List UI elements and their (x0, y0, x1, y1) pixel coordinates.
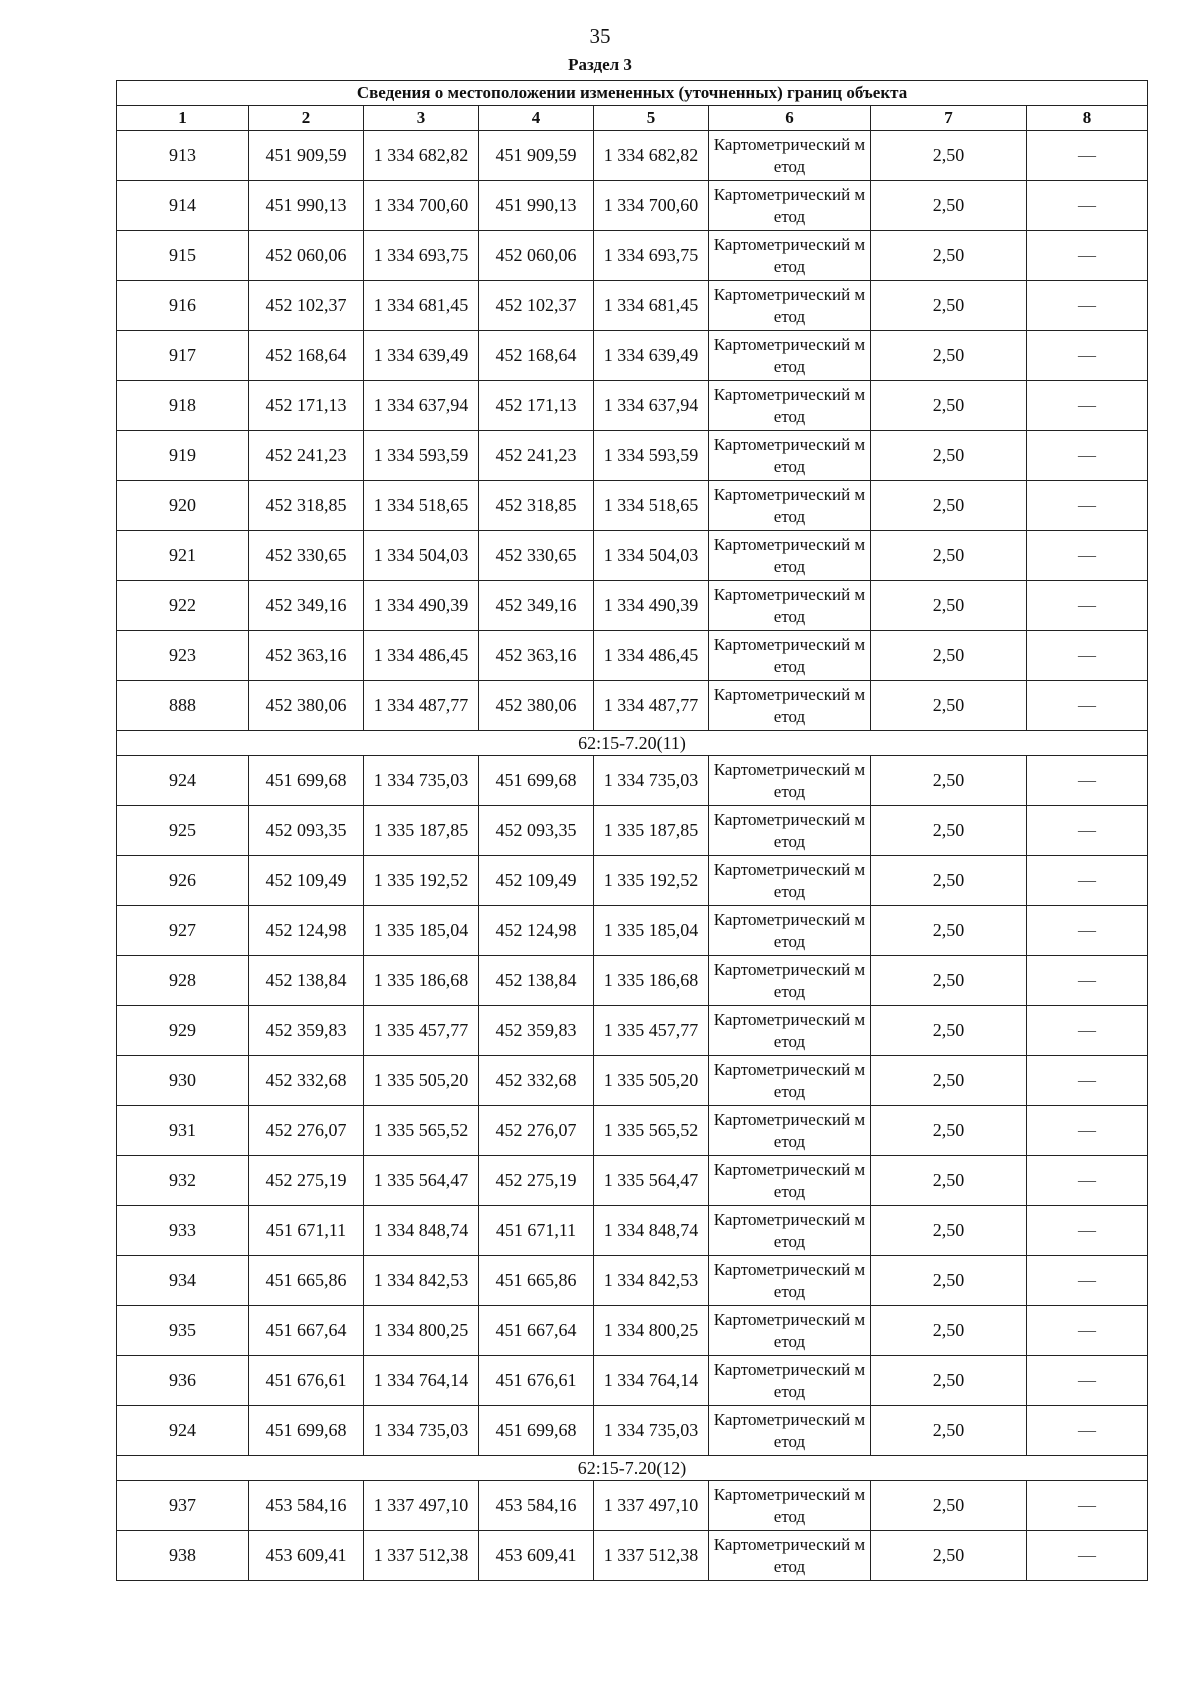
x-new-cell: 452 109,49 (479, 856, 594, 906)
y-new-cell: 1 334 637,94 (594, 381, 709, 431)
y-old-cell: 1 334 639,49 (364, 331, 479, 381)
y-new-cell: 1 334 693,75 (594, 231, 709, 281)
y-old-cell: 1 335 192,52 (364, 856, 479, 906)
x-new-cell: 452 363,16 (479, 631, 594, 681)
method-cell: Картометрический метод (709, 531, 871, 581)
y-old-cell: 1 334 487,77 (364, 681, 479, 731)
table-row (117, 681, 1148, 731)
x-new-cell: 451 699,68 (479, 1406, 594, 1456)
y-old-cell: 1 337 497,10 (364, 1481, 479, 1531)
method-cell: Картометрический метод (709, 1531, 871, 1581)
accuracy-cell: 2,50 (871, 1306, 1027, 1356)
method-cell: Картометрический метод (709, 1206, 871, 1256)
method-cell: Картометрический метод (709, 281, 871, 331)
note-cell: — (1027, 581, 1148, 631)
method-cell: Картометрический метод (709, 1406, 871, 1456)
x-old-cell: 452 359,83 (249, 1006, 364, 1056)
y-new-cell: 1 337 512,38 (594, 1531, 709, 1581)
point-number-cell: 916 (117, 281, 249, 331)
note-cell: — (1027, 1531, 1148, 1581)
accuracy-cell: 2,50 (871, 531, 1027, 581)
method-cell: Картометрический метод (709, 1156, 871, 1206)
x-new-cell: 452 275,19 (479, 1156, 594, 1206)
y-old-cell: 1 335 565,52 (364, 1106, 479, 1156)
point-number-cell: 922 (117, 581, 249, 631)
accuracy-cell: 2,50 (871, 1056, 1027, 1106)
y-new-cell: 1 335 564,47 (594, 1156, 709, 1206)
accuracy-cell: 2,50 (871, 581, 1027, 631)
y-new-cell: 1 334 700,60 (594, 181, 709, 231)
table-row (117, 1406, 1148, 1456)
accuracy-cell: 2,50 (871, 631, 1027, 681)
note-cell: — (1027, 181, 1148, 231)
y-new-cell: 1 334 735,03 (594, 1406, 709, 1456)
method-cell: Картометрический метод (709, 381, 871, 431)
y-old-cell: 1 334 693,75 (364, 231, 479, 281)
y-old-cell: 1 334 735,03 (364, 756, 479, 806)
note-cell: — (1027, 1306, 1148, 1356)
y-new-cell: 1 334 764,14 (594, 1356, 709, 1406)
note-cell: — (1027, 956, 1148, 1006)
note-cell: — (1027, 1406, 1148, 1456)
column-header: 1 (117, 106, 249, 131)
x-new-cell: 452 138,84 (479, 956, 594, 1006)
accuracy-cell: 2,50 (871, 681, 1027, 731)
method-cell: Картометрический метод (709, 1256, 871, 1306)
method-cell: Картометрический метод (709, 631, 871, 681)
y-old-cell: 1 334 593,59 (364, 431, 479, 481)
y-new-cell: 1 334 848,74 (594, 1206, 709, 1256)
accuracy-cell: 2,50 (871, 431, 1027, 481)
x-old-cell: 452 093,35 (249, 806, 364, 856)
group-label: 62:15-7.20(12) (117, 1456, 1148, 1481)
method-cell: Картометрический метод (709, 1306, 871, 1356)
y-new-cell: 1 334 800,25 (594, 1306, 709, 1356)
y-new-cell: 1 335 565,52 (594, 1106, 709, 1156)
accuracy-cell: 2,50 (871, 1406, 1027, 1456)
method-cell: Картометрический метод (709, 756, 871, 806)
y-old-cell: 1 334 682,82 (364, 131, 479, 181)
y-old-cell: 1 334 486,45 (364, 631, 479, 681)
point-number-cell: 919 (117, 431, 249, 481)
point-number-cell: 928 (117, 956, 249, 1006)
y-new-cell: 1 334 639,49 (594, 331, 709, 381)
x-old-cell: 452 138,84 (249, 956, 364, 1006)
y-new-cell: 1 334 486,45 (594, 631, 709, 681)
point-number-cell: 921 (117, 531, 249, 581)
x-new-cell: 452 380,06 (479, 681, 594, 731)
x-new-cell: 452 332,68 (479, 1056, 594, 1106)
y-old-cell: 1 335 186,68 (364, 956, 479, 1006)
x-new-cell: 451 699,68 (479, 756, 594, 806)
x-new-cell: 451 671,11 (479, 1206, 594, 1256)
note-cell: — (1027, 1256, 1148, 1306)
boundary-coordinates-table (116, 80, 1148, 1581)
method-cell: Картометрический метод (709, 231, 871, 281)
table-caption: Сведения о местоположении измененных (уточненных) границ объекта (117, 81, 1148, 106)
note-cell: — (1027, 1356, 1148, 1406)
point-number-cell: 920 (117, 481, 249, 531)
point-number-cell: 926 (117, 856, 249, 906)
method-cell: Картометрический метод (709, 1106, 871, 1156)
column-number-row (117, 106, 1148, 131)
x-new-cell: 451 676,61 (479, 1356, 594, 1406)
y-new-cell: 1 335 187,85 (594, 806, 709, 856)
y-new-cell: 1 334 490,39 (594, 581, 709, 631)
method-cell: Картометрический метод (709, 1481, 871, 1531)
table-row (117, 631, 1148, 681)
accuracy-cell: 2,50 (871, 381, 1027, 431)
y-old-cell: 1 334 735,03 (364, 1406, 479, 1456)
table-row (117, 1531, 1148, 1581)
table-row (117, 131, 1148, 181)
y-new-cell: 1 334 682,82 (594, 131, 709, 181)
x-old-cell: 452 275,19 (249, 1156, 364, 1206)
note-cell: — (1027, 531, 1148, 581)
note-cell: — (1027, 381, 1148, 431)
y-new-cell: 1 334 681,45 (594, 281, 709, 331)
x-old-cell: 452 124,98 (249, 906, 364, 956)
point-number-cell: 924 (117, 756, 249, 806)
accuracy-cell: 2,50 (871, 1156, 1027, 1206)
method-cell: Картометрический метод (709, 431, 871, 481)
x-new-cell: 453 584,16 (479, 1481, 594, 1531)
point-number-cell: 923 (117, 631, 249, 681)
table-row (117, 856, 1148, 906)
point-number-cell: 931 (117, 1106, 249, 1156)
method-cell: Картометрический метод (709, 1356, 871, 1406)
accuracy-cell: 2,50 (871, 1356, 1027, 1406)
y-new-cell: 1 334 735,03 (594, 756, 709, 806)
note-cell: — (1027, 231, 1148, 281)
x-new-cell: 452 241,23 (479, 431, 594, 481)
column-header: 3 (364, 106, 479, 131)
x-old-cell: 452 318,85 (249, 481, 364, 531)
y-new-cell: 1 334 842,53 (594, 1256, 709, 1306)
table-row (117, 581, 1148, 631)
point-number-cell: 936 (117, 1356, 249, 1406)
accuracy-cell: 2,50 (871, 1006, 1027, 1056)
method-cell: Картометрический метод (709, 681, 871, 731)
point-number-cell: 918 (117, 381, 249, 431)
table-row (117, 1306, 1148, 1356)
y-old-cell: 1 337 512,38 (364, 1531, 479, 1581)
x-old-cell: 452 349,16 (249, 581, 364, 631)
x-new-cell: 452 124,98 (479, 906, 594, 956)
x-new-cell: 451 990,13 (479, 181, 594, 231)
x-new-cell: 452 330,65 (479, 531, 594, 581)
note-cell: — (1027, 131, 1148, 181)
accuracy-cell: 2,50 (871, 1106, 1027, 1156)
x-old-cell: 453 584,16 (249, 1481, 364, 1531)
note-cell: — (1027, 1481, 1148, 1531)
x-old-cell: 451 671,11 (249, 1206, 364, 1256)
x-old-cell: 452 168,64 (249, 331, 364, 381)
point-number-cell: 930 (117, 1056, 249, 1106)
x-old-cell: 451 699,68 (249, 1406, 364, 1456)
table-row (117, 381, 1148, 431)
y-new-cell: 1 334 518,65 (594, 481, 709, 531)
accuracy-cell: 2,50 (871, 1481, 1027, 1531)
table-row (117, 331, 1148, 381)
point-number-cell: 914 (117, 181, 249, 231)
group-label: 62:15-7.20(11) (117, 731, 1148, 756)
y-new-cell: 1 334 593,59 (594, 431, 709, 481)
table-row (117, 956, 1148, 1006)
y-old-cell: 1 334 490,39 (364, 581, 479, 631)
x-new-cell: 452 349,16 (479, 581, 594, 631)
y-new-cell: 1 334 487,77 (594, 681, 709, 731)
x-old-cell: 452 060,06 (249, 231, 364, 281)
y-old-cell: 1 334 848,74 (364, 1206, 479, 1256)
y-new-cell: 1 335 457,77 (594, 1006, 709, 1056)
x-old-cell: 451 699,68 (249, 756, 364, 806)
column-header: 8 (1027, 106, 1148, 131)
y-new-cell: 1 335 505,20 (594, 1056, 709, 1106)
note-cell: — (1027, 806, 1148, 856)
y-new-cell: 1 335 192,52 (594, 856, 709, 906)
table-row (117, 1056, 1148, 1106)
method-cell: Картометрический метод (709, 581, 871, 631)
point-number-cell: 917 (117, 331, 249, 381)
x-old-cell: 452 171,13 (249, 381, 364, 431)
column-header: 2 (249, 106, 364, 131)
page-number: 35 (589, 24, 611, 48)
accuracy-cell: 2,50 (871, 131, 1027, 181)
y-old-cell: 1 334 800,25 (364, 1306, 479, 1356)
accuracy-cell: 2,50 (871, 906, 1027, 956)
note-cell: — (1027, 1206, 1148, 1256)
column-header: 5 (594, 106, 709, 131)
point-number-cell: 888 (117, 681, 249, 731)
x-old-cell: 452 330,65 (249, 531, 364, 581)
x-old-cell: 452 241,23 (249, 431, 364, 481)
y-old-cell: 1 334 504,03 (364, 531, 479, 581)
point-number-cell: 934 (117, 1256, 249, 1306)
note-cell: — (1027, 856, 1148, 906)
y-new-cell: 1 335 185,04 (594, 906, 709, 956)
section-title: Раздел 3 (568, 55, 632, 74)
x-old-cell: 451 909,59 (249, 131, 364, 181)
method-cell: Картометрический метод (709, 1006, 871, 1056)
point-number-cell: 913 (117, 131, 249, 181)
accuracy-cell: 2,50 (871, 856, 1027, 906)
x-new-cell: 451 909,59 (479, 131, 594, 181)
point-number-cell: 927 (117, 906, 249, 956)
accuracy-cell: 2,50 (871, 281, 1027, 331)
x-old-cell: 452 109,49 (249, 856, 364, 906)
table-row (117, 756, 1148, 806)
point-number-cell: 938 (117, 1531, 249, 1581)
accuracy-cell: 2,50 (871, 1256, 1027, 1306)
table-row (117, 281, 1148, 331)
y-old-cell: 1 334 518,65 (364, 481, 479, 531)
point-number-cell: 933 (117, 1206, 249, 1256)
group-header-row (117, 731, 1148, 756)
x-new-cell: 452 359,83 (479, 1006, 594, 1056)
table-row (117, 231, 1148, 281)
group-header-row (117, 1456, 1148, 1481)
method-cell: Картометрический метод (709, 956, 871, 1006)
table-row (117, 1356, 1148, 1406)
y-old-cell: 1 335 564,47 (364, 1156, 479, 1206)
point-number-cell: 915 (117, 231, 249, 281)
table-row (117, 181, 1148, 231)
y-old-cell: 1 334 842,53 (364, 1256, 479, 1306)
note-cell: — (1027, 431, 1148, 481)
column-header: 6 (709, 106, 871, 131)
accuracy-cell: 2,50 (871, 1531, 1027, 1581)
x-new-cell: 451 665,86 (479, 1256, 594, 1306)
point-number-cell: 925 (117, 806, 249, 856)
accuracy-cell: 2,50 (871, 956, 1027, 1006)
y-new-cell: 1 334 504,03 (594, 531, 709, 581)
y-old-cell: 1 334 700,60 (364, 181, 479, 231)
point-number-cell: 935 (117, 1306, 249, 1356)
note-cell: — (1027, 1106, 1148, 1156)
y-old-cell: 1 334 637,94 (364, 381, 479, 431)
x-new-cell: 452 060,06 (479, 231, 594, 281)
x-new-cell: 453 609,41 (479, 1531, 594, 1581)
x-new-cell: 452 171,13 (479, 381, 594, 431)
method-cell: Картометрический метод (709, 906, 871, 956)
table-body (117, 131, 1148, 1581)
note-cell: — (1027, 906, 1148, 956)
accuracy-cell: 2,50 (871, 331, 1027, 381)
y-old-cell: 1 335 505,20 (364, 1056, 479, 1106)
x-new-cell: 452 318,85 (479, 481, 594, 531)
y-old-cell: 1 335 187,85 (364, 806, 479, 856)
x-old-cell: 451 665,86 (249, 1256, 364, 1306)
point-number-cell: 929 (117, 1006, 249, 1056)
method-cell: Картометрический метод (709, 1056, 871, 1106)
x-old-cell: 452 102,37 (249, 281, 364, 331)
x-old-cell: 451 990,13 (249, 181, 364, 231)
x-old-cell: 452 332,68 (249, 1056, 364, 1106)
accuracy-cell: 2,50 (871, 1206, 1027, 1256)
y-new-cell: 1 337 497,10 (594, 1481, 709, 1531)
method-cell: Картометрический метод (709, 481, 871, 531)
table-row (117, 1006, 1148, 1056)
table-row (117, 1206, 1148, 1256)
note-cell: — (1027, 1156, 1148, 1206)
y-old-cell: 1 334 764,14 (364, 1356, 479, 1406)
method-cell: Картометрический метод (709, 331, 871, 381)
x-old-cell: 452 380,06 (249, 681, 364, 731)
method-cell: Картометрический метод (709, 181, 871, 231)
method-cell: Картометрический метод (709, 856, 871, 906)
note-cell: — (1027, 1006, 1148, 1056)
table-row (117, 1256, 1148, 1306)
note-cell: — (1027, 481, 1148, 531)
method-cell: Картометрический метод (709, 131, 871, 181)
x-new-cell: 452 276,07 (479, 1106, 594, 1156)
column-header: 7 (871, 106, 1027, 131)
table-row (117, 906, 1148, 956)
table-row (117, 481, 1148, 531)
note-cell: — (1027, 756, 1148, 806)
point-number-cell: 932 (117, 1156, 249, 1206)
point-number-cell: 924 (117, 1406, 249, 1456)
x-new-cell: 452 102,37 (479, 281, 594, 331)
accuracy-cell: 2,50 (871, 756, 1027, 806)
accuracy-cell: 2,50 (871, 181, 1027, 231)
x-old-cell: 453 609,41 (249, 1531, 364, 1581)
method-cell: Картометрический метод (709, 806, 871, 856)
x-new-cell: 451 667,64 (479, 1306, 594, 1356)
x-old-cell: 451 667,64 (249, 1306, 364, 1356)
accuracy-cell: 2,50 (871, 231, 1027, 281)
table-row (117, 806, 1148, 856)
table-row (117, 531, 1148, 581)
note-cell: — (1027, 681, 1148, 731)
point-number-cell: 937 (117, 1481, 249, 1531)
column-header: 4 (479, 106, 594, 131)
x-old-cell: 452 363,16 (249, 631, 364, 681)
table-row (117, 1106, 1148, 1156)
table-row (117, 1481, 1148, 1531)
note-cell: — (1027, 1056, 1148, 1106)
note-cell: — (1027, 281, 1148, 331)
x-new-cell: 452 093,35 (479, 806, 594, 856)
y-old-cell: 1 335 457,77 (364, 1006, 479, 1056)
y-old-cell: 1 334 681,45 (364, 281, 479, 331)
x-old-cell: 452 276,07 (249, 1106, 364, 1156)
table-row (117, 431, 1148, 481)
y-old-cell: 1 335 185,04 (364, 906, 479, 956)
table-row (117, 1156, 1148, 1206)
y-new-cell: 1 335 186,68 (594, 956, 709, 1006)
x-old-cell: 451 676,61 (249, 1356, 364, 1406)
accuracy-cell: 2,50 (871, 481, 1027, 531)
note-cell: — (1027, 331, 1148, 381)
x-new-cell: 452 168,64 (479, 331, 594, 381)
note-cell: — (1027, 631, 1148, 681)
accuracy-cell: 2,50 (871, 806, 1027, 856)
